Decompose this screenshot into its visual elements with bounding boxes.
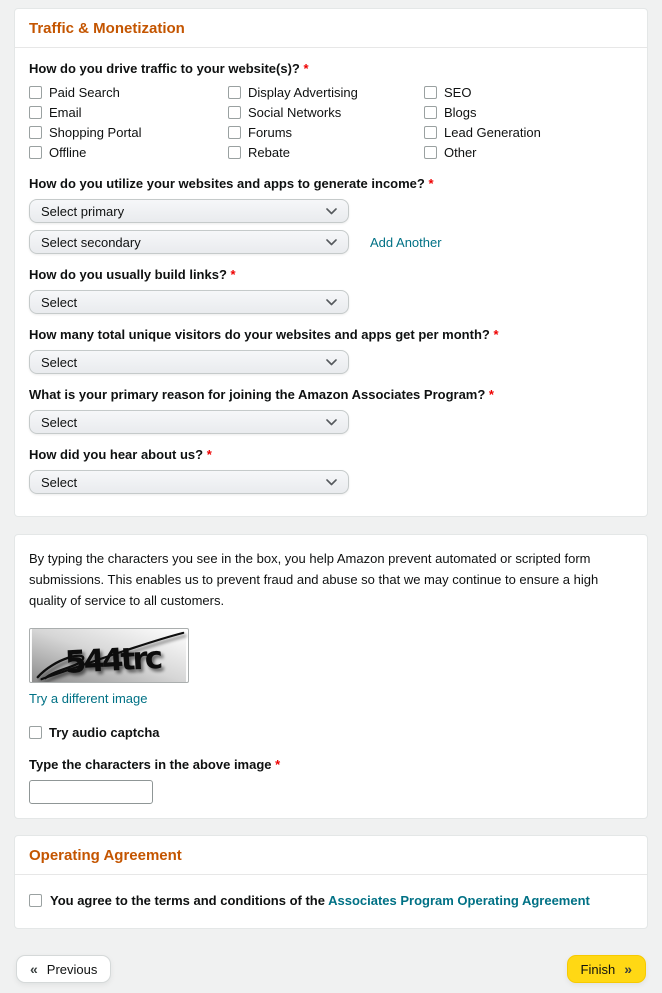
- social-networks-checkbox[interactable]: [228, 106, 241, 119]
- question-drive-traffic: [29, 61, 633, 161]
- required-marker: *: [230, 267, 236, 282]
- previous-button[interactable]: « Previous: [16, 955, 111, 983]
- select-value: Select: [41, 294, 78, 310]
- seo-checkbox[interactable]: [424, 86, 437, 99]
- checkbox-option-offline[interactable]: Offline: [29, 144, 228, 161]
- rebate-checkbox[interactable]: [228, 146, 241, 159]
- shopping-portal-checkbox[interactable]: [29, 126, 42, 139]
- double-chevron-right-icon: »: [624, 961, 632, 977]
- chevron-down-icon: [326, 208, 337, 215]
- checkbox-option-shopping-portal[interactable]: Shopping Portal: [29, 124, 228, 141]
- chevron-down-icon: [326, 299, 337, 306]
- income-secondary-select[interactable]: [29, 230, 349, 254]
- email-checkbox[interactable]: [29, 106, 42, 119]
- captcha-input[interactable]: [29, 780, 153, 804]
- captcha-description: By typing the characters you see in the box, you help Amazon prevent automated or scripted form submissions. This enables us to prevent fraud and abuse so that we may continue to ensure a high quality of service to all customers.: [29, 551, 599, 608]
- operating-agreement-link[interactable]: Associates Program Operating Agreement: [328, 893, 590, 908]
- question-label: How do you utilize your websites and apps to generate income? *: [29, 176, 434, 191]
- checkbox-option-seo[interactable]: SEO: [424, 84, 633, 101]
- double-chevron-left-icon: «: [30, 961, 38, 977]
- checkbox-option-paid-search[interactable]: Paid Search: [29, 84, 228, 101]
- select-value: Select: [41, 474, 78, 490]
- required-marker: *: [488, 387, 494, 402]
- traffic-section-title: Traffic & Monetization: [15, 9, 647, 48]
- hear-about-select[interactable]: [29, 470, 349, 494]
- required-marker: *: [206, 447, 212, 462]
- agreement-text: You agree to the terms and conditions of the Associates Program Operating Agreement: [50, 893, 590, 908]
- question-unique-visitors: [29, 327, 633, 374]
- build-links-select[interactable]: [29, 290, 349, 314]
- traffic-options-grid: [29, 84, 633, 161]
- checkbox-option-display-advertising[interactable]: Display Advertising: [228, 84, 424, 101]
- captcha-code-text: 544trc: [64, 639, 162, 681]
- add-another-link[interactable]: Add Another: [370, 234, 442, 250]
- chevron-down-icon: [326, 479, 337, 486]
- try-audio-captcha-option[interactable]: Try audio captcha: [29, 725, 633, 740]
- checkbox-option-social-networks[interactable]: Social Networks: [228, 104, 424, 121]
- checkbox-option-lead-generation[interactable]: Lead Generation: [424, 124, 633, 141]
- chevron-down-icon: [326, 239, 337, 246]
- select-value: Select secondary: [41, 234, 141, 250]
- captcha-card-body: [15, 535, 647, 818]
- forums-checkbox[interactable]: [228, 126, 241, 139]
- display-advertising-checkbox[interactable]: [228, 86, 241, 99]
- required-marker: *: [303, 61, 309, 76]
- required-marker: *: [428, 176, 434, 191]
- captcha-input-label: Type the characters in the above image *: [29, 757, 281, 772]
- chevron-down-icon: [326, 359, 337, 366]
- blogs-checkbox[interactable]: [424, 106, 437, 119]
- try-different-image-link[interactable]: Try a different image: [29, 691, 148, 706]
- select-value: Select primary: [41, 203, 125, 219]
- checkbox-option-rebate[interactable]: Rebate: [228, 144, 424, 161]
- checkbox-option-other[interactable]: Other: [424, 144, 633, 161]
- agreement-checkbox[interactable]: [29, 894, 42, 907]
- question-label: How do you usually build links? *: [29, 267, 236, 282]
- captcha-image: [29, 628, 189, 683]
- captcha-card: [14, 534, 648, 819]
- agreement-checkbox-row[interactable]: [29, 888, 633, 914]
- required-marker: *: [493, 327, 499, 342]
- checkbox-option-blogs[interactable]: Blogs: [424, 104, 633, 121]
- try-audio-captcha-checkbox[interactable]: [29, 726, 42, 739]
- select-value: Select: [41, 414, 78, 430]
- finish-button[interactable]: Finish »: [567, 955, 646, 983]
- required-marker: *: [275, 757, 281, 772]
- paid-search-checkbox[interactable]: [29, 86, 42, 99]
- question-label: How do you drive traffic to your website(s)? *: [29, 61, 309, 76]
- question-label: What is your primary reason for joining the Amazon Associates Program? *: [29, 387, 494, 402]
- select-value: Select: [41, 354, 78, 370]
- agreement-card-body: [15, 875, 647, 928]
- question-generate-income: [29, 176, 633, 254]
- offline-checkbox[interactable]: [29, 146, 42, 159]
- other-checkbox[interactable]: [424, 146, 437, 159]
- secondary-select-row: [29, 230, 633, 254]
- question-hear-about: [29, 447, 633, 494]
- question-primary-reason: [29, 387, 633, 434]
- income-primary-select[interactable]: [29, 199, 349, 223]
- lead-generation-checkbox[interactable]: [424, 126, 437, 139]
- agreement-section-title: Operating Agreement: [15, 836, 647, 875]
- primary-reason-select[interactable]: [29, 410, 349, 434]
- traffic-monetization-card: [14, 8, 648, 517]
- question-build-links: [29, 267, 633, 314]
- question-label: How many total unique visitors do your websites and apps get per month? *: [29, 327, 499, 342]
- traffic-section-body: [15, 48, 647, 516]
- chevron-down-icon: [326, 419, 337, 426]
- unique-visitors-select[interactable]: [29, 350, 349, 374]
- checkbox-option-email[interactable]: Email: [29, 104, 228, 121]
- checkbox-option-forums[interactable]: Forums: [228, 124, 424, 141]
- question-label: How did you hear about us? *: [29, 447, 212, 462]
- footer-navigation: [14, 955, 648, 983]
- operating-agreement-card: [14, 835, 648, 929]
